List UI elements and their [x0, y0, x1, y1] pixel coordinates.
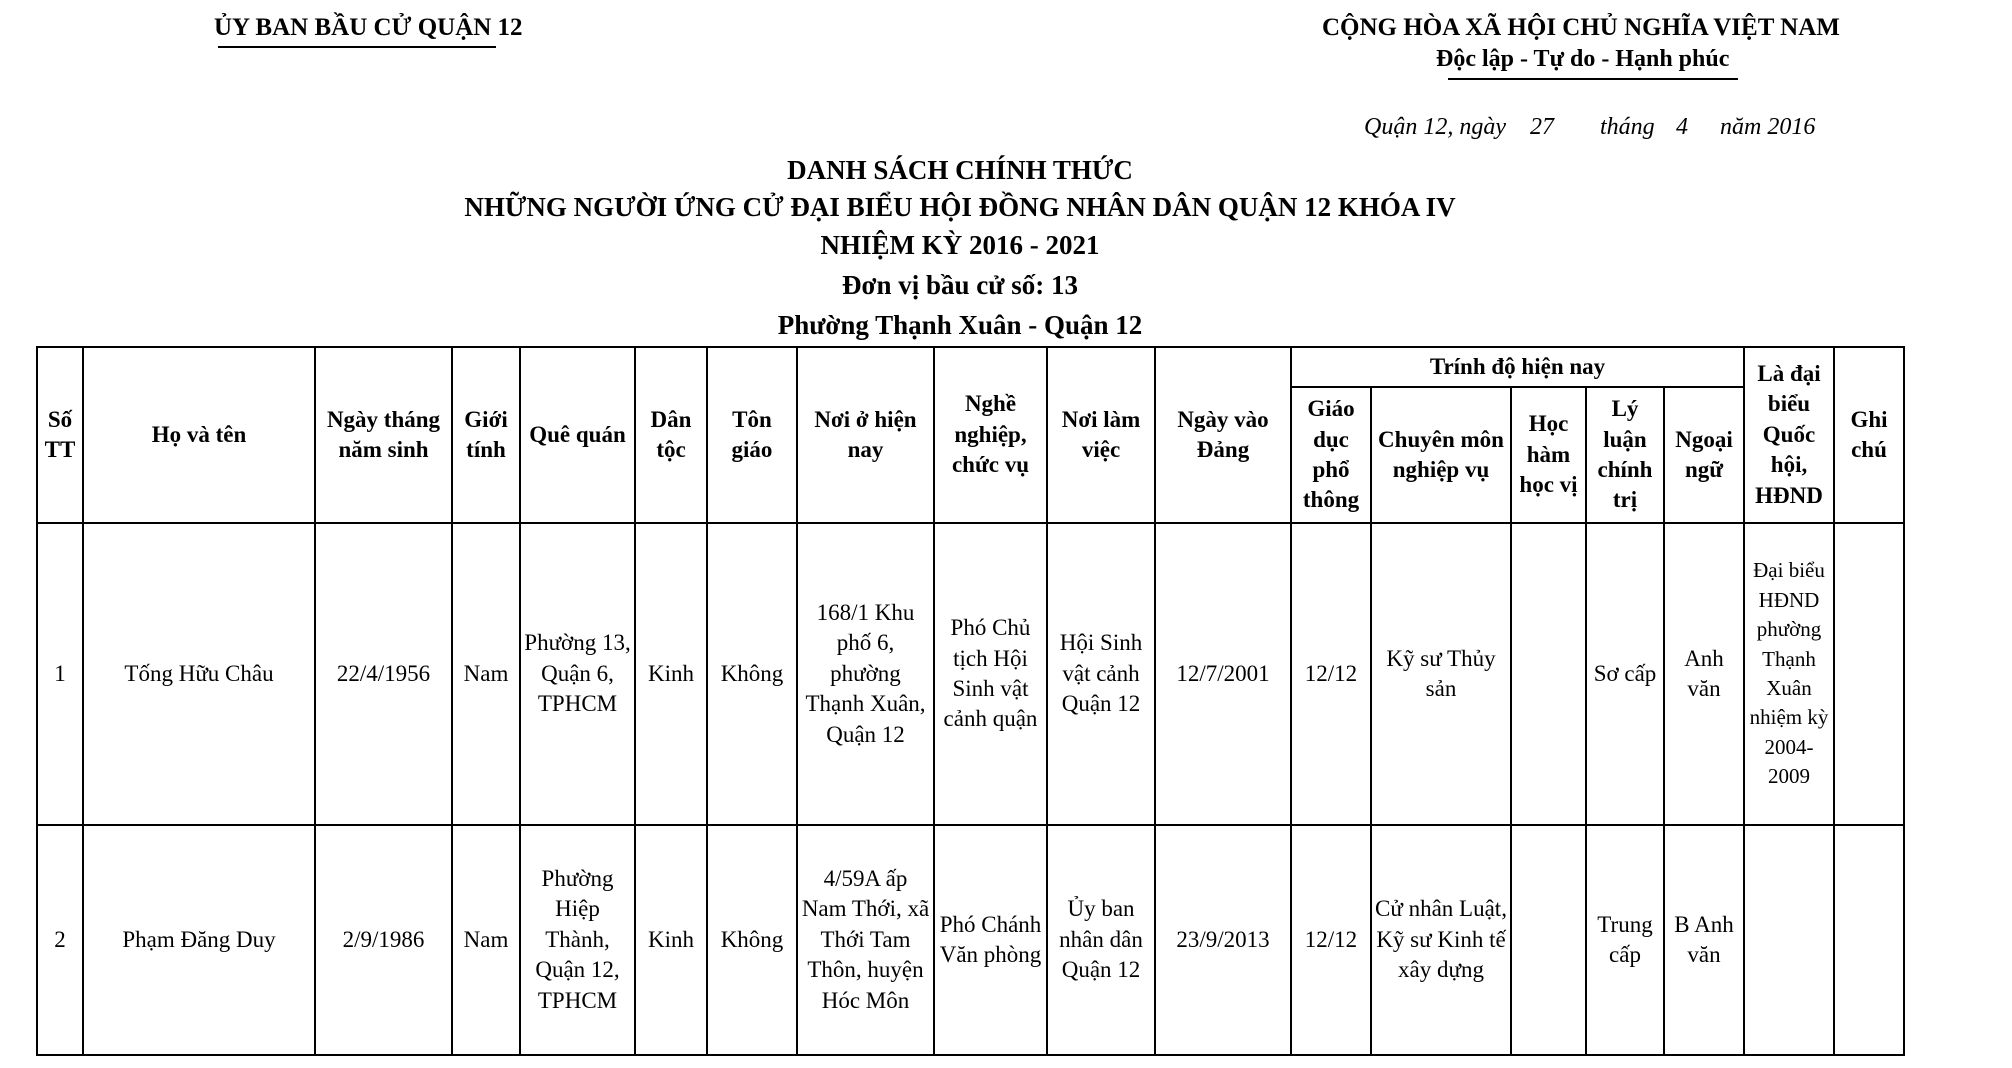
cell-party-date: 12/7/2001: [1155, 523, 1291, 825]
cell-delegate: [1744, 825, 1834, 1055]
national-title: CỘNG HÒA XÃ HỘI CHỦ NGHĨA VIỆT NAM: [1322, 14, 1840, 41]
motto-underline: [1448, 78, 1738, 80]
cell-general-edu: 12/12: [1291, 523, 1371, 825]
cell-residence: 4/59A ấp Nam Thới, xã Thới Tam Thôn, huyện Hóc Môn: [797, 825, 934, 1055]
col-header-language: Ngoại ngữ: [1664, 387, 1744, 523]
cell-ethnicity: Kinh: [635, 825, 707, 1055]
col-header-workplace: Nơi làm việc: [1047, 347, 1155, 523]
document-title: DANH SÁCH CHÍNH THỨC: [787, 155, 1133, 185]
col-header-general-edu: Giáo dục phổ thông: [1291, 387, 1371, 523]
cell-dob: 22/4/1956: [315, 523, 452, 825]
ward-district: Phường Thạnh Xuân - Quận 12: [777, 310, 1143, 340]
cell-religion: Không: [707, 523, 797, 825]
cell-hometown: Phường Hiệp Thành, Quận 12, TPHCM: [520, 825, 635, 1055]
date-day: 27: [1530, 114, 1554, 140]
col-header-political: Lý luận chính trị: [1586, 387, 1664, 523]
document-subtitle: NHỮNG NGƯỜI ỨNG CỬ ĐẠI BIỂU HỘI ĐỒNG NHÂN DÂN QUẬN 12 KHÓA IV: [464, 192, 1456, 222]
cell-hometown: Phường 13, Quận 6, TPHCM: [520, 523, 635, 825]
cell-residence: 168/1 Khu phố 6, phường Thạnh Xuân, Quận 12: [797, 523, 934, 825]
cell-religion: Không: [707, 825, 797, 1055]
col-header-note: Ghi chú: [1834, 347, 1904, 523]
date-place: Quận 12, ngày: [1364, 114, 1506, 140]
cell-dob: 2/9/1986: [315, 825, 452, 1055]
cell-political: Sơ cấp: [1586, 523, 1664, 825]
cell-delegate: Đại biểu HĐND phường Thạnh Xuân nhiệm kỳ 2004-2009: [1744, 523, 1834, 825]
col-header-hometown: Quê quán: [520, 347, 635, 523]
date-month: 4: [1676, 114, 1688, 140]
cell-gender: Nam: [452, 825, 520, 1055]
cell-note: [1834, 523, 1904, 825]
cell-note: [1834, 825, 1904, 1055]
cell-workplace: Ủy ban nhân dân Quận 12: [1047, 825, 1155, 1055]
date-year: năm 2016: [1720, 114, 1816, 140]
col-header-party-date: Ngày vào Đảng: [1155, 347, 1291, 523]
cell-academic: [1511, 825, 1586, 1055]
cell-stt: 2: [37, 825, 83, 1055]
date-month-label: tháng: [1600, 114, 1655, 140]
cell-party-date: 23/9/2013: [1155, 825, 1291, 1055]
cell-name: Tống Hữu Châu: [83, 523, 315, 825]
cell-specialty: Cử nhân Luật, Kỹ sư Kinh tế xây dựng: [1371, 825, 1511, 1055]
col-header-name: Họ và tên: [83, 347, 315, 523]
cell-political: Trung cấp: [1586, 825, 1664, 1055]
issuer-name: ỦY BAN BẦU CỬ QUẬN 12: [214, 14, 523, 41]
col-header-academic: Học hàm học vị: [1511, 387, 1586, 523]
col-header-specialty: Chuyên môn nghiệp vụ: [1371, 387, 1511, 523]
col-header-residence: Nơi ở hiện nay: [797, 347, 934, 523]
col-header-occupation: Nghề nghiệp, chức vụ: [934, 347, 1047, 523]
cell-ethnicity: Kinh: [635, 523, 707, 825]
col-header-delegate: Là đại biểu Quốc hội, HĐND: [1744, 347, 1834, 523]
term-title: NHIỆM KỲ 2016 - 2021: [820, 230, 1100, 260]
col-header-stt: Số TT: [37, 347, 83, 523]
cell-language: Anh văn: [1664, 523, 1744, 825]
cell-workplace: Hội Sinh vật cảnh Quận 12: [1047, 523, 1155, 825]
cell-academic: [1511, 523, 1586, 825]
cell-language: B Anh văn: [1664, 825, 1744, 1055]
cell-general-edu: 12/12: [1291, 825, 1371, 1055]
cell-specialty: Kỹ sư Thủy sản: [1371, 523, 1511, 825]
cell-name: Phạm Đăng Duy: [83, 825, 315, 1055]
election-unit: Đơn vị bầu cử số: 13: [842, 270, 1078, 300]
col-header-gender: Giới tính: [452, 347, 520, 523]
cell-stt: 1: [37, 523, 83, 825]
table-row: [37, 523, 1904, 825]
candidate-table: [36, 346, 1905, 1056]
col-header-dob: Ngày tháng năm sinh: [315, 347, 452, 523]
national-motto: Độc lập - Tự do - Hạnh phúc: [1436, 46, 1730, 72]
issuer-underline: [218, 46, 496, 48]
cell-occupation: Phó Chủ tịch Hội Sinh vật cảnh quận: [934, 523, 1047, 825]
col-header-ethnicity: Dân tộc: [635, 347, 707, 523]
cell-occupation: Phó Chánh Văn phòng: [934, 825, 1047, 1055]
col-header-religion: Tôn giáo: [707, 347, 797, 523]
table-row: [37, 825, 1904, 1055]
cell-gender: Nam: [452, 523, 520, 825]
col-header-education-group: Trính độ hiện nay: [1291, 347, 1744, 387]
